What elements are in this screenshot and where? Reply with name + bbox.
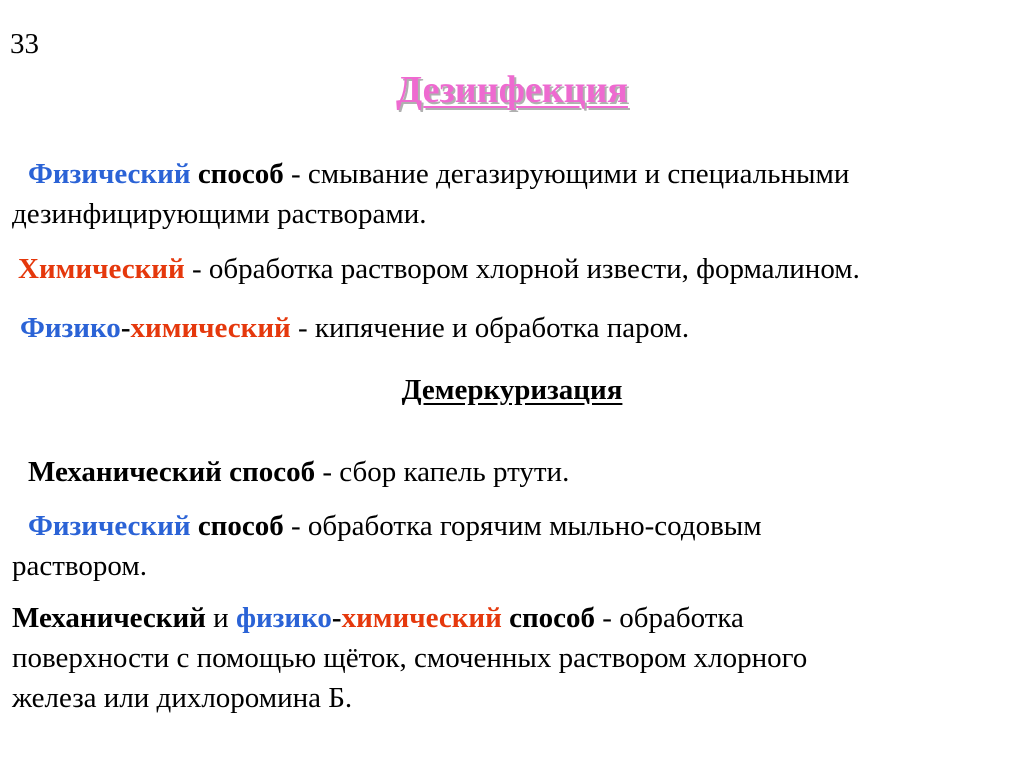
demerc-mechanical-method bbox=[12, 452, 569, 492]
demerc-combined-method bbox=[12, 598, 807, 718]
disinfection-chemical-method bbox=[18, 249, 860, 289]
combined-description-line1: - обработка bbox=[595, 602, 744, 634]
combined-mechanical-label: Механический bbox=[12, 602, 206, 634]
physchem-dash: - bbox=[120, 312, 131, 344]
physical-description-line1: - смывание дегазирующими и специальными bbox=[283, 158, 850, 190]
mechanical-description: - сбор капель ртути. bbox=[315, 456, 570, 488]
physchem-label-part2: химический bbox=[130, 312, 291, 344]
combined-description-line2: поверхности с помощью щёток, смоченных раствором хлорного bbox=[12, 642, 808, 674]
demerc-method-word: способ bbox=[197, 510, 284, 542]
chemical-description: - обработка раствором хлорной извести, формалином. bbox=[184, 253, 860, 285]
combined-physchem-part2: химический bbox=[341, 602, 502, 634]
method-word: способ bbox=[197, 158, 284, 190]
demerc-physical-method bbox=[12, 506, 762, 586]
physical-description-line2: дезинфицирующими растворами. bbox=[12, 198, 427, 230]
physchem-label-part1: Физико bbox=[20, 312, 121, 344]
demerc-physical-description-line1: - обработка горячим мыльно-содовым bbox=[283, 510, 762, 542]
page-title: Дезинфекция bbox=[396, 69, 628, 111]
combined-dash: - bbox=[331, 602, 342, 634]
combined-method-word: способ bbox=[509, 602, 596, 634]
physchem-description: - кипячение и обработка паром. bbox=[290, 312, 690, 344]
demerc-physical-label: Физический bbox=[28, 510, 191, 542]
disinfection-physical-method bbox=[12, 154, 849, 234]
mechanical-label: Механический способ bbox=[28, 456, 316, 488]
section-subtitle: Демеркуризация bbox=[401, 374, 623, 406]
combined-description-line3: железа или дихлоромина Б. bbox=[12, 682, 353, 714]
combined-physchem-part1: физико bbox=[235, 602, 332, 634]
slide-number: 33 bbox=[10, 28, 39, 60]
combined-and: и bbox=[205, 602, 236, 634]
chemical-label: Химический bbox=[18, 253, 185, 285]
disinfection-physchem-method bbox=[20, 308, 689, 348]
demerc-physical-description-line2: раствором. bbox=[12, 550, 147, 582]
physical-label: Физический bbox=[28, 158, 191, 190]
